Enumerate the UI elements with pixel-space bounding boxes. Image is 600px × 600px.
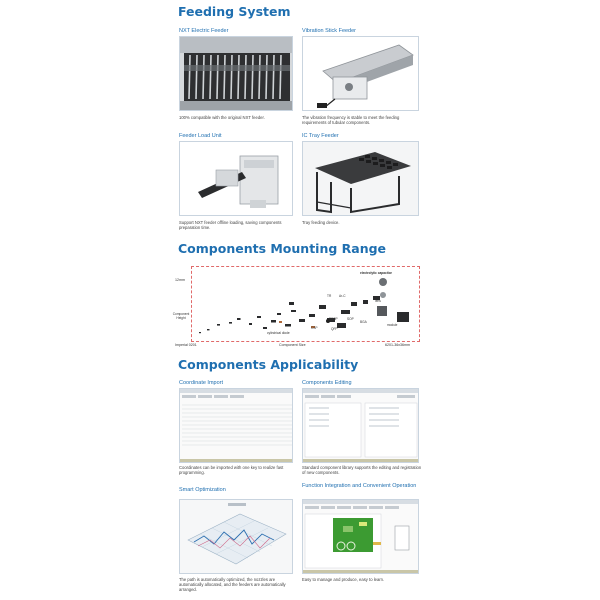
size-max-label: 6201-36x36mm — [385, 343, 410, 347]
lens-label: lens — [375, 299, 381, 303]
ic-tray-image — [302, 141, 419, 216]
mounting-range-title: Components Mounting Range — [178, 241, 387, 256]
coordinate-import-desc: Coordinates can be imported with one key to realize fast programming. — [179, 465, 284, 476]
components-editing-label: Components Editing — [302, 380, 352, 386]
ic-tray-label: IC Tray Feeder — [302, 133, 339, 139]
arc-label: Ar-C — [339, 294, 346, 298]
load-unit-photo-icon — [180, 142, 293, 216]
feeding-system-title: Feeding System — [178, 4, 291, 19]
electrolytic-capacitor-label: electrolytic capacitor — [360, 271, 392, 275]
smart-optimization-image — [179, 499, 293, 574]
height-max-label: 12mm — [175, 278, 185, 282]
ic-tray-desc: Tray feeding device. — [302, 220, 340, 225]
qfp-label: QFP — [331, 327, 338, 331]
load-unit-desc: Support NXT feeder offline loading, saving components preparation time. — [179, 220, 282, 231]
coordinate-import-label: Coordinate Import — [179, 380, 224, 386]
vibration-feeder-label: Vibration Stick Feeder — [302, 28, 357, 34]
cylindrical-diode-label: cylindrical diode — [267, 331, 290, 335]
height-axis-label: Component Height — [172, 312, 190, 320]
optimization-path-icon — [180, 500, 293, 574]
software-screenshot-icon — [303, 389, 419, 463]
software-screenshot-icon — [303, 500, 419, 574]
applicability-title: Components Applicability — [178, 357, 359, 372]
nxt-feeder-desc: 100% compatible with the original NXT feeder. — [179, 115, 265, 120]
bga-label: BGA — [360, 320, 367, 324]
function-integration-desc: Easy to manage and produce, easy to learn. — [302, 577, 385, 582]
coordinate-import-image — [179, 388, 293, 463]
smart-optimization-label: Smart Optimization — [179, 487, 226, 493]
component-shapes — [191, 266, 420, 342]
product-page — [167, 0, 433, 600]
vibration-feeder-image — [302, 36, 419, 111]
ic-tray-photo-icon — [303, 142, 419, 216]
load-unit-image — [179, 141, 293, 216]
components-editing-image — [302, 388, 419, 463]
load-unit-label: Feeder Load Unit — [179, 133, 222, 139]
components-editing-desc: Standard component library supports the editing and registration of new components. — [302, 465, 422, 476]
sop-label: SOP — [347, 317, 354, 321]
vibration-feeder-photo-icon — [303, 37, 419, 111]
smart-optimization-desc: The path is automatically optimized, the nozzles are automatically allocated, and the feeders are automatically arranged. — [179, 577, 286, 593]
tr-label: TR — [327, 294, 332, 298]
module-label: module — [387, 323, 398, 327]
vibration-feeder-desc: The vibration frequency is stable to meet the feeding requirements of tubular components. — [302, 115, 400, 126]
size-min-label: Imperial 0201 — [175, 343, 197, 347]
size-axis-label: Component Size — [279, 343, 306, 347]
nxt-feeder-image — [179, 36, 293, 111]
tsop-label: TSOP — [329, 317, 338, 321]
csp-label: CSP — [311, 326, 318, 330]
nxt-feeder-label: NXT Electric Feeder — [179, 28, 229, 34]
software-screenshot-icon — [180, 389, 293, 463]
function-integration-image — [302, 499, 419, 574]
function-integration-label: Function Integration and Convenient Operation — [302, 483, 417, 489]
feeder-photo-icon — [180, 37, 293, 111]
